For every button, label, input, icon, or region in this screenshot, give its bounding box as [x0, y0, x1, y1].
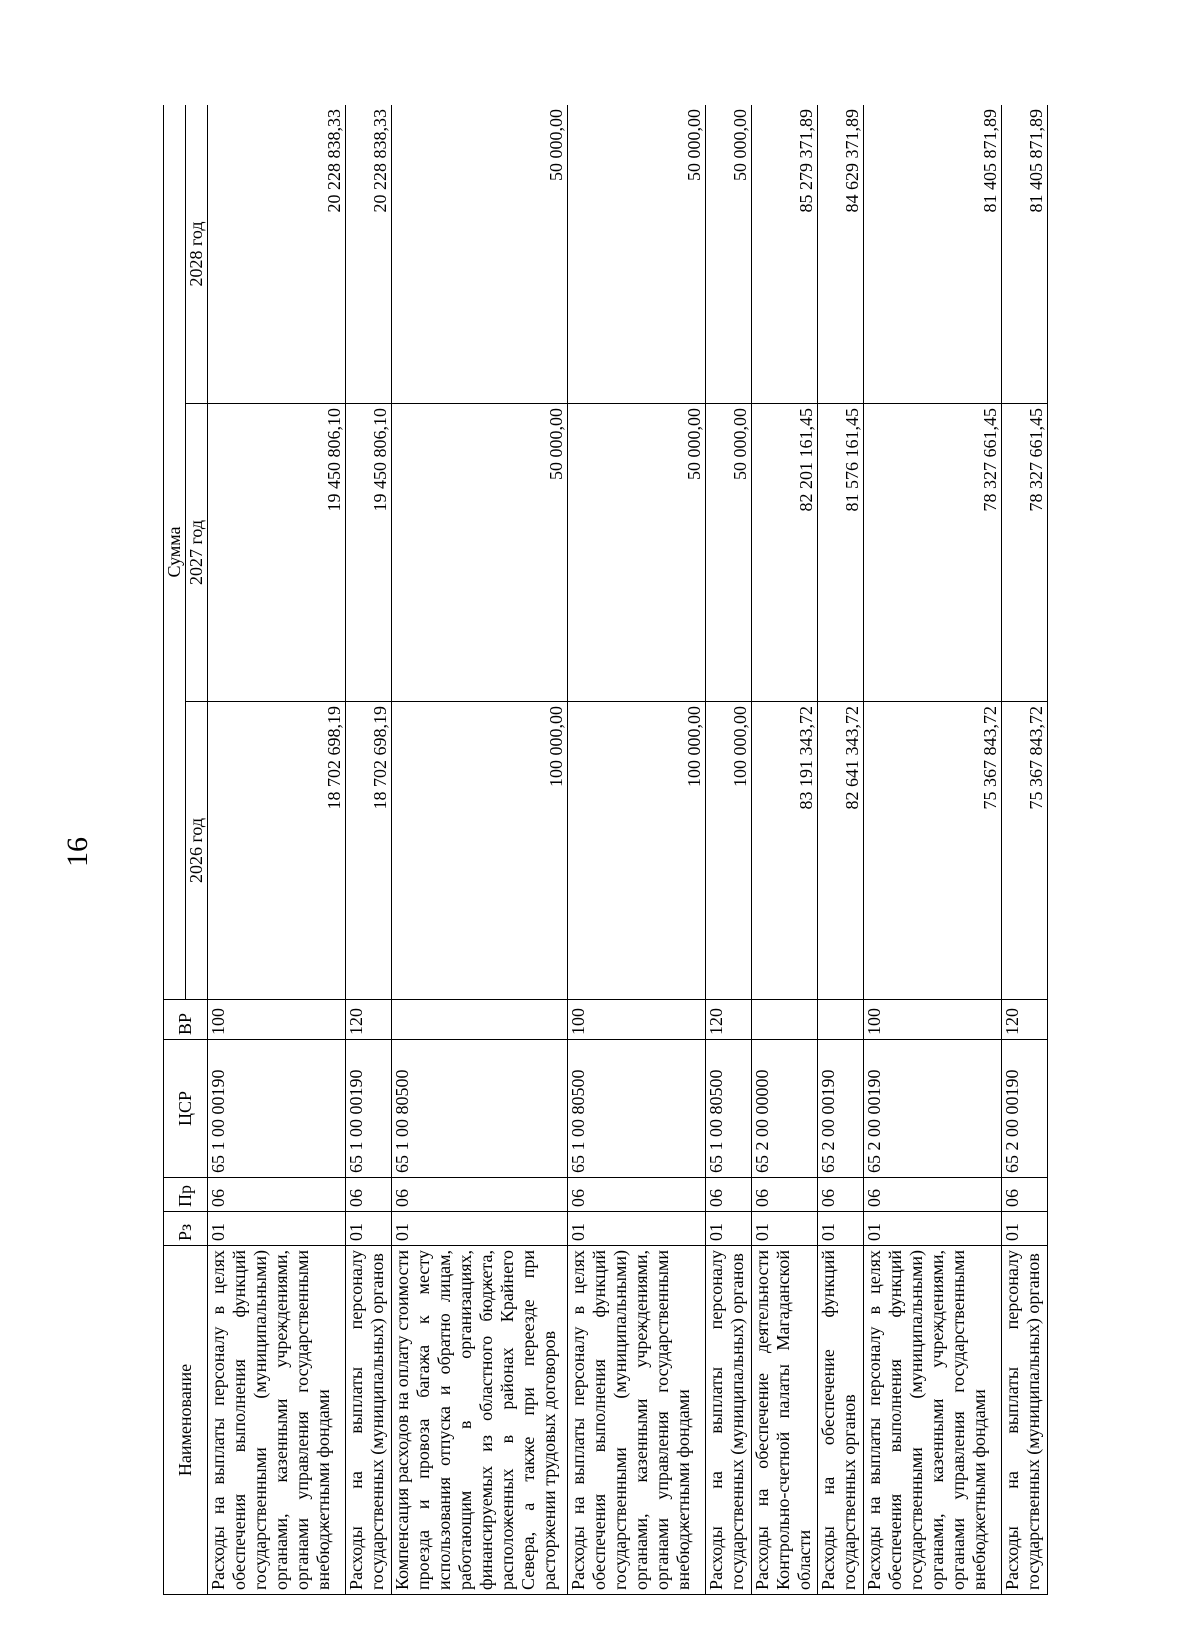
row-amount-2026: 100 000,00 — [391, 702, 567, 1000]
row-name: Расходы на обеспечение деятельности Контрольно-счетной палаты Магаданской области — [751, 1246, 818, 1595]
row-amount-2027: 78 327 661,45 — [1002, 404, 1048, 702]
table-rotated-container — [163, 105, 1048, 1595]
row-pr: 06 — [1002, 1178, 1048, 1212]
row-vr: 120 — [1002, 1000, 1048, 1040]
page-number: 16 — [61, 837, 94, 867]
row-amount-2028: 81 405 871,89 — [1002, 105, 1048, 404]
table-row — [208, 105, 346, 1595]
table-header — [164, 105, 208, 1595]
row-amount-2028: 85 279 371,89 — [751, 105, 818, 404]
table-row — [345, 105, 391, 1595]
row-name: Компенсация расходов на оплату стоимости проезда и провоза багажа к месту использования отпуска и обратно лицам, работающим в организациях, финансируемых из областного бюджета, расположенных в районах Крайнего Севера, а также при переезде при расторжении трудовых договоров — [391, 1246, 567, 1595]
row-pr: 06 — [818, 1178, 864, 1212]
row-vr: 100 — [567, 1000, 705, 1040]
row-amount-2026: 75 367 843,72 — [1002, 702, 1048, 1000]
row-amount-2027: 81 576 161,45 — [818, 404, 864, 702]
table-row — [705, 105, 751, 1595]
row-name: Расходы на выплаты персоналу в целях обеспечения выполнения функций государственными (муниципальными) органами, казенными учреждениями, органами управления государственными внебюджетными фондами — [567, 1246, 705, 1595]
row-amount-2028: 50 000,00 — [705, 105, 751, 404]
row-amount-2027: 82 201 161,45 — [751, 404, 818, 702]
row-pr: 06 — [391, 1178, 567, 1212]
row-vr: 100 — [864, 1000, 1002, 1040]
row-amount-2028: 84 629 371,89 — [818, 105, 864, 404]
row-name: Расходы на выплаты персоналу в целях обеспечения выполнения функций государственными (муниципальными) органами, казенными учреждениями, органами управления государственными внебюджетными фондами — [864, 1246, 1002, 1595]
row-csr: 65 2 00 00190 — [864, 1040, 1002, 1178]
row-vr — [818, 1000, 864, 1040]
row-amount-2028: 20 228 838,33 — [208, 105, 346, 404]
header-csr: ЦСР — [164, 1040, 208, 1178]
table-row — [864, 105, 1002, 1595]
row-amount-2026: 75 367 843,72 — [864, 702, 1002, 1000]
table-row — [818, 105, 864, 1595]
row-rz: 01 — [818, 1212, 864, 1246]
row-csr: 65 2 00 00190 — [818, 1040, 864, 1178]
row-csr: 65 2 00 00190 — [1002, 1040, 1048, 1178]
row-csr: 65 1 00 80500 — [705, 1040, 751, 1178]
row-rz: 01 — [208, 1212, 346, 1246]
row-rz: 01 — [391, 1212, 567, 1246]
row-rz: 01 — [1002, 1212, 1048, 1246]
row-amount-2026: 100 000,00 — [567, 702, 705, 1000]
row-vr — [751, 1000, 818, 1040]
row-amount-2026: 18 702 698,19 — [208, 702, 346, 1000]
row-csr: 65 1 00 00190 — [208, 1040, 346, 1178]
header-2027: 2027 год — [186, 404, 208, 702]
row-amount-2026: 83 191 343,72 — [751, 702, 818, 1000]
budget-table — [163, 105, 1048, 1595]
row-amount-2028: 50 000,00 — [391, 105, 567, 404]
row-pr: 06 — [345, 1178, 391, 1212]
row-amount-2027: 50 000,00 — [705, 404, 751, 702]
row-amount-2028: 20 228 838,33 — [345, 105, 391, 404]
row-amount-2028: 50 000,00 — [567, 105, 705, 404]
row-amount-2026: 100 000,00 — [705, 702, 751, 1000]
header-2028: 2028 год — [186, 105, 208, 404]
header-2026: 2026 год — [186, 702, 208, 1000]
row-rz: 01 — [705, 1212, 751, 1246]
row-amount-2027: 50 000,00 — [567, 404, 705, 702]
row-pr: 06 — [864, 1178, 1002, 1212]
row-pr: 06 — [208, 1178, 346, 1212]
header-sum: Сумма — [164, 105, 186, 1000]
row-amount-2026: 82 641 343,72 — [818, 702, 864, 1000]
row-name: Расходы на обеспечение функций государственных органов — [818, 1246, 864, 1595]
row-amount-2028: 81 405 871,89 — [864, 105, 1002, 404]
row-amount-2027: 50 000,00 — [391, 404, 567, 702]
table-row — [567, 105, 705, 1595]
row-csr: 65 2 00 00000 — [751, 1040, 818, 1178]
row-pr: 06 — [705, 1178, 751, 1212]
header-rz: Рз — [164, 1212, 208, 1246]
table-row — [391, 105, 567, 1595]
row-csr: 65 1 00 80500 — [567, 1040, 705, 1178]
row-vr: 120 — [345, 1000, 391, 1040]
row-rz: 01 — [567, 1212, 705, 1246]
row-rz: 01 — [864, 1212, 1002, 1246]
row-amount-2027: 19 450 806,10 — [208, 404, 346, 702]
header-name: Наименование — [164, 1246, 208, 1595]
table-row — [751, 105, 818, 1595]
table-body — [208, 105, 1048, 1595]
row-rz: 01 — [345, 1212, 391, 1246]
row-amount-2026: 18 702 698,19 — [345, 702, 391, 1000]
row-csr: 65 1 00 00190 — [345, 1040, 391, 1178]
header-pr: Пр — [164, 1178, 208, 1212]
row-name: Расходы на выплаты персоналу в целях обеспечения выполнения функций государственными (муниципальными) органами, казенными учреждениями, органами управления государственными внебюджетными фондами — [208, 1246, 346, 1595]
row-pr: 06 — [751, 1178, 818, 1212]
row-name: Расходы на выплаты персоналу государственных (муниципальных) органов — [1002, 1246, 1048, 1595]
row-vr — [391, 1000, 567, 1040]
row-vr: 120 — [705, 1000, 751, 1040]
row-csr: 65 1 00 80500 — [391, 1040, 567, 1178]
table-row — [1002, 105, 1048, 1595]
row-amount-2027: 19 450 806,10 — [345, 404, 391, 702]
row-pr: 06 — [567, 1178, 705, 1212]
row-rz: 01 — [751, 1212, 818, 1246]
row-name: Расходы на выплаты персоналу государственных (муниципальных) органов — [345, 1246, 391, 1595]
row-amount-2027: 78 327 661,45 — [864, 404, 1002, 702]
row-vr: 100 — [208, 1000, 346, 1040]
row-name: Расходы на выплаты персоналу государственных (муниципальных) органов — [705, 1246, 751, 1595]
header-vr: ВР — [164, 1000, 208, 1040]
